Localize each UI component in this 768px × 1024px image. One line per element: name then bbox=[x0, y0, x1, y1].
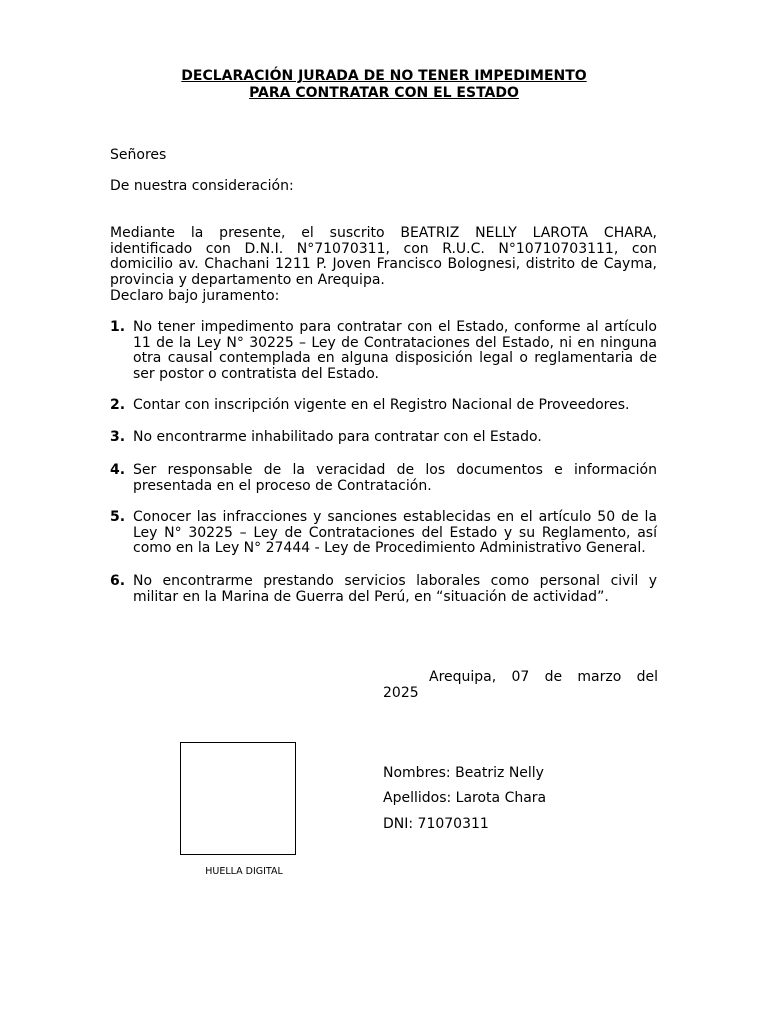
item-text bbox=[133, 398, 657, 414]
intro-line: identificado con D.N.I. N°71070311, con R.U.C. N°10710703111, con bbox=[110, 240, 657, 257]
item-text bbox=[133, 574, 657, 605]
item-text bbox=[133, 430, 657, 446]
intro-paragraph bbox=[110, 226, 657, 305]
item-number: 2. bbox=[110, 397, 126, 413]
intro-line: domicilio av. Chachani 1211 P. Joven Francisco Bolognesi, distrito de Cayma, bbox=[110, 256, 657, 273]
item-number: 4. bbox=[110, 462, 126, 478]
date-line: 2025 bbox=[383, 684, 419, 701]
signer-names: Nombres: Beatriz Nelly bbox=[383, 765, 544, 781]
fingerprint-box bbox=[180, 742, 296, 855]
document-title-line-1: DECLARACIÓN JURADA DE NO TENER IMPEDIMENTO bbox=[181, 68, 587, 84]
item-line: militar en la Marina de Guerra del Perú, en “situación de actividad”. bbox=[133, 588, 609, 605]
item-text bbox=[133, 320, 657, 383]
item-line: como en la Ley N° 27444 - Ley de Procedimiento Administrativo General. bbox=[133, 540, 646, 557]
item-line: presentada en el proceso de Contratación. bbox=[133, 477, 432, 494]
date-line: Arequipa, 07 de marzo del bbox=[429, 669, 658, 685]
item-number: 6. bbox=[110, 573, 126, 589]
document-title-line-2: PARA CONTRATAR CON EL ESTADO bbox=[249, 85, 519, 101]
item-line: otra causal contemplada en alguna disposición legal o reglamentaria de bbox=[133, 350, 657, 367]
consideration-line: De nuestra consideración: bbox=[110, 178, 294, 194]
item-text bbox=[133, 510, 657, 557]
item-number: 1. bbox=[110, 319, 126, 335]
item-number: 3. bbox=[110, 429, 126, 445]
fingerprint-label: HUELLA DIGITAL bbox=[205, 866, 283, 877]
item-line: ser postor o contratista del Estado. bbox=[133, 366, 379, 383]
intro-line: Mediante la presente, el suscrito BEATRIZ NELLY LAROTA CHARA, bbox=[110, 225, 657, 241]
item-number: 5. bbox=[110, 509, 126, 525]
intro-line: provincia y departamento en Arequipa. bbox=[110, 272, 385, 289]
item-line: No encontrarme prestando servicios laborales como personal civil y bbox=[133, 573, 657, 589]
place-and-date bbox=[383, 670, 658, 701]
greeting: Señores bbox=[110, 147, 167, 163]
item-line: Conocer las infracciones y sanciones establecidas en el artículo 50 de la bbox=[133, 509, 657, 525]
signer-surnames: Apellidos: Larota Chara bbox=[383, 790, 547, 806]
signer-dni: DNI: 71070311 bbox=[383, 816, 489, 832]
item-line: Contar con inscripción vigente en el Registro Nacional de Proveedores. bbox=[133, 397, 630, 413]
item-line: Ley N° 30225 – Ley de Contrataciones del Estado y su Reglamento, así bbox=[133, 524, 657, 541]
item-line: 11 de la Ley N° 30225 – Ley de Contrataciones del Estado, ni en ninguna bbox=[133, 334, 657, 351]
item-line: Ser responsable de la veracidad de los documentos e información bbox=[133, 462, 657, 478]
item-text bbox=[133, 463, 657, 494]
item-line: No encontrarme inhabilitado para contratar con el Estado. bbox=[133, 429, 542, 445]
intro-line: Declaro bajo juramento: bbox=[110, 287, 280, 304]
item-line: No tener impedimento para contratar con el Estado, conforme al artículo bbox=[133, 319, 657, 335]
